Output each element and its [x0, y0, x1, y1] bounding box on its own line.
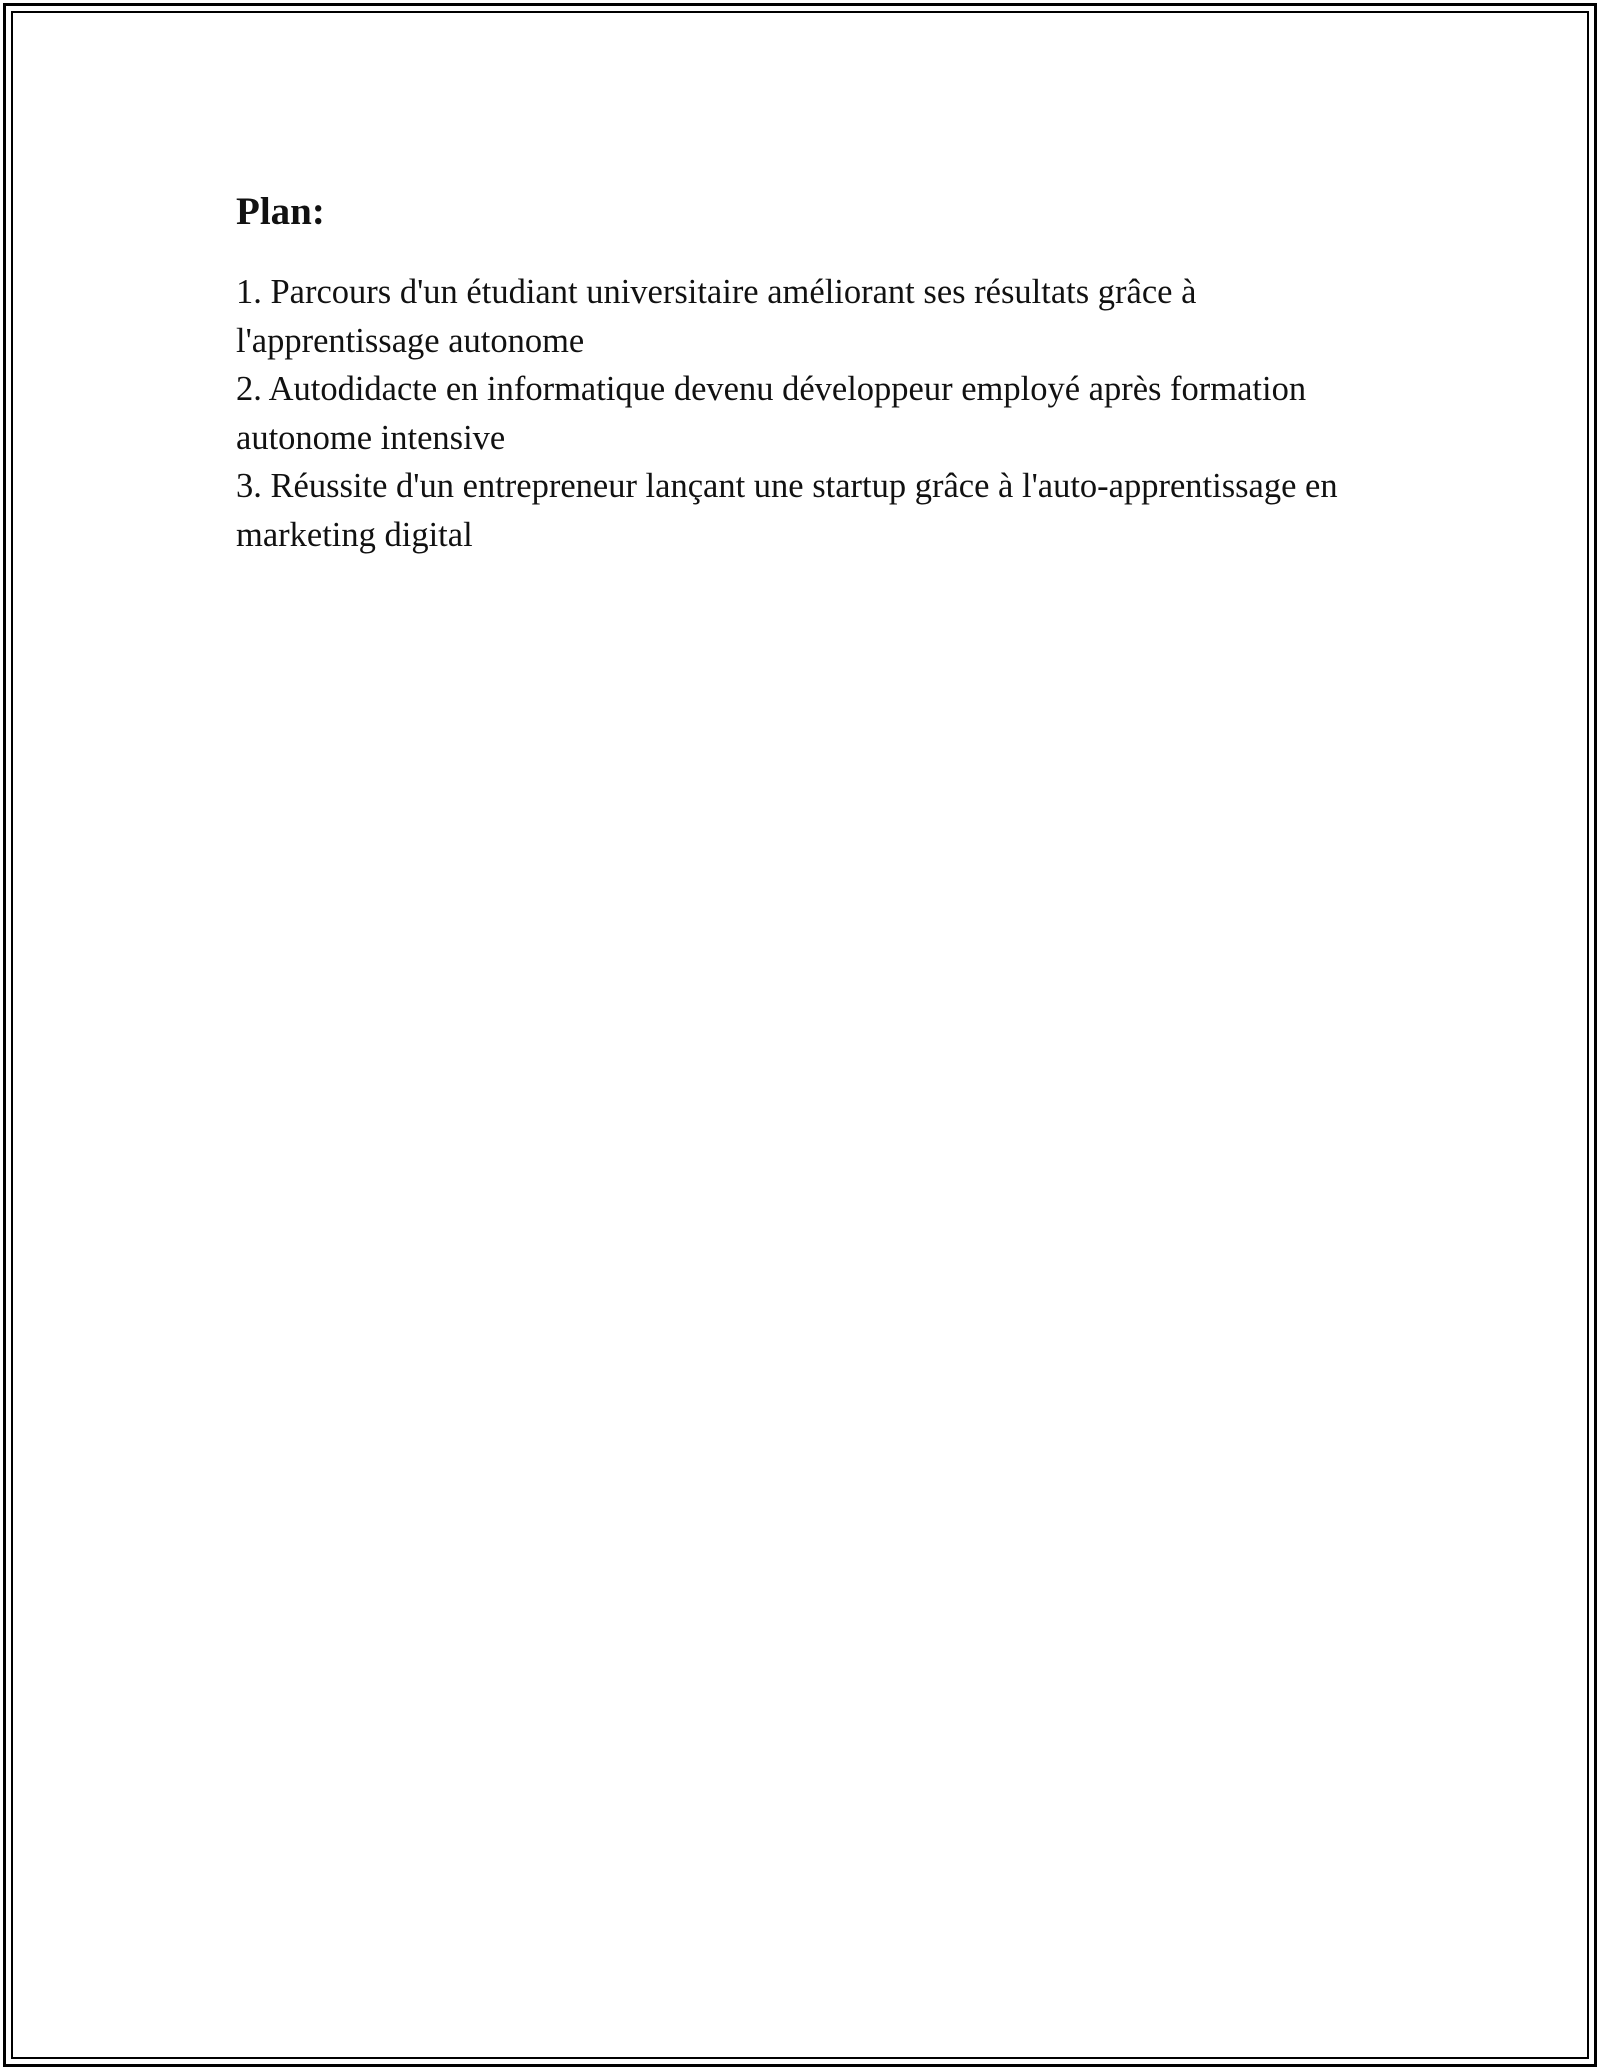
plan-item-1: 1. Parcours d'un étudiant universitaire améliorant ses résultats grâce à l'apprentissage autonome	[236, 273, 1197, 360]
document-body	[236, 190, 1376, 559]
plan-list	[236, 268, 1376, 559]
page-title: Plan:	[236, 190, 325, 233]
plan-item-3: 3. Réussite d'un entrepreneur lançant une startup grâce à l'auto-apprentissage en marketing digital	[236, 467, 1338, 554]
plan-item-2: 2. Autodidacte en informatique devenu développeur employé après formation autonome intensive	[236, 370, 1307, 457]
